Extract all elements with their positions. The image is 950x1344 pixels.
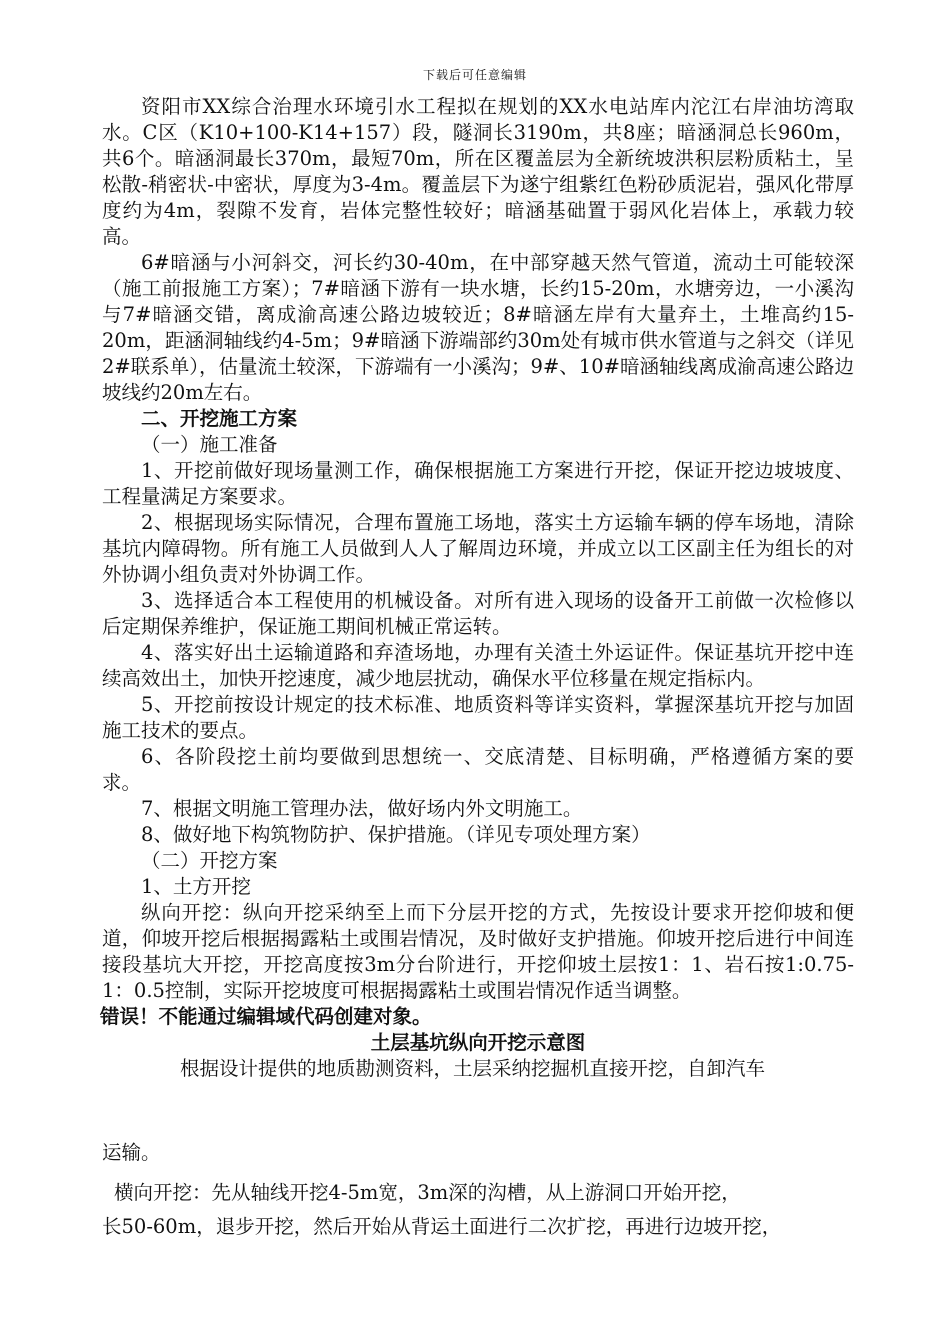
list-item: 4、落实好出土运输道路和弃渣场地，办理有关渣土外运证件。保证基坑开挖中连续高效出土，加快开挖速度，减少地层扰动，确保水平位移量在规定指标内。 <box>102 641 854 690</box>
list-item: 1、土方开挖 <box>141 875 251 898</box>
list-item: 2、根据现场实际情况，合理布置施工场地，落实土方运输车辆的停车场地，清除基坑内障碍物。所有施工人员做到人人了解周边环境，并成立以工区副主任为组长的对外协调小组负责对外协调工作。 <box>102 511 854 586</box>
paragraph-transverse-b: 长50-60m，退步开挖，然后开始从背运土面进行二次扩挖，再进行边坡开挖， <box>102 1215 782 1238</box>
list-item: 3、选择适合本工程使用的机械设备。对所有进入现场的设备开工前做一次检修以后定期保养维护，保证施工期间机械正常运转。 <box>102 589 854 638</box>
list-item: 7、根据文明施工管理办法，做好场内外文明施工。 <box>141 797 583 820</box>
list-item: 6、各阶段挖土前均要做到思想统一、交底清楚、目标明确，严格遵循方案的要求。 <box>102 745 854 794</box>
paragraph-overview: 资阳市XX综合治理水环境引水工程拟在规划的XX水电站库内沱江右岸油坊湾取水。C区（K10+100-K14+157）段，隧洞长3190m，共8座；暗涵洞总长960m，共6个。暗涵洞最长370m，最短70m，所在区覆盖层为全新统坡洪积层粉质粘土，呈松散-稍密状-中密状，厚度为3-4m。覆盖层下为遂宁组紫红色粉砂质泥岩，强风化带厚度约为4m，裂隙不发育，岩体完整性较好；暗涵基础置于弱风化岩体上，承载力较高。 <box>102 95 854 248</box>
list-item: 8、做好地下构筑物防护、保护措施。（详见专项处理方案） <box>141 823 651 846</box>
paragraph-geology-b-wrap <box>102 1140 854 1166</box>
document-body <box>102 94 854 1082</box>
error-message: 错误！不能通过编辑域代码创建对象。 <box>100 1005 432 1028</box>
paragraph-geology-b: 运输。 <box>102 1141 161 1164</box>
header-note: 下载后可任意编辑 <box>422 68 527 82</box>
paragraph-transverse-wrap <box>102 1180 854 1206</box>
paragraph-longitudinal: 纵向开挖：纵向开挖采纳至上而下分层开挖的方式，先按设计要求开挖仰坡和便道，仰坡开挖后根据揭露粘土或围岩情况，及时做好支护措施。仰坡开挖后进行中间连接段基坑大开挖，开挖高度按3m分台阶进行，开挖仰坡土层按1：1、岩石按1:0.75-1：0.5控制，实际开挖坡度可根据揭露粘土或围岩情况作适当调整。 <box>102 901 854 1002</box>
subsection-heading-preparation: （一）施工准备 <box>141 433 278 456</box>
section-heading: 二、开挖施工方案 <box>141 407 298 430</box>
paragraph-culverts: 6#暗涵与小河斜交，河长约30-40m，在中部穿越天然气管道，流动土可能较深（施工前报施工方案）；7#暗涵下游有一块水塘，长约15-20m，水塘旁边，一小溪沟与7#暗涵交错，离成渝高速公路边坡较近；8#暗涵左岸有大量弃土，土堆高约15-20m，距涵洞轴线约4-5m；9#暗涵下游端部约30m处有城市供水管道与之斜交（详见2#联系单），估量流土较深，下游端有一小溪沟；9#、10#暗涵轴线离成渝高速公路边坡线约20m左右。 <box>102 251 854 404</box>
list-item: 5、开挖前按设计规定的技术标准、地质资料等详实资料，掌握深基坑开挖与加固施工技术的要点。 <box>102 693 854 742</box>
subsection-heading-plan: （二）开挖方案 <box>141 849 278 872</box>
list-item: 1、开挖前做好现场量测工作，确保根据施工方案进行开挖，保证开挖边坡坡度、工程量满足方案要求。 <box>102 459 854 508</box>
figure-title: 土层基坑纵向开挖示意图 <box>370 1031 586 1054</box>
paragraph-transverse-b-wrap <box>102 1214 854 1240</box>
paragraph-geology-a: 根据设计提供的地质勘测资料，土层采纳挖掘机直接开挖，自卸汽车 <box>180 1057 766 1080</box>
paragraph-transverse-a: 横向开挖：先从轴线开挖4-5m宽，3m深的沟槽，从上游洞口开始开挖， <box>114 1181 741 1204</box>
